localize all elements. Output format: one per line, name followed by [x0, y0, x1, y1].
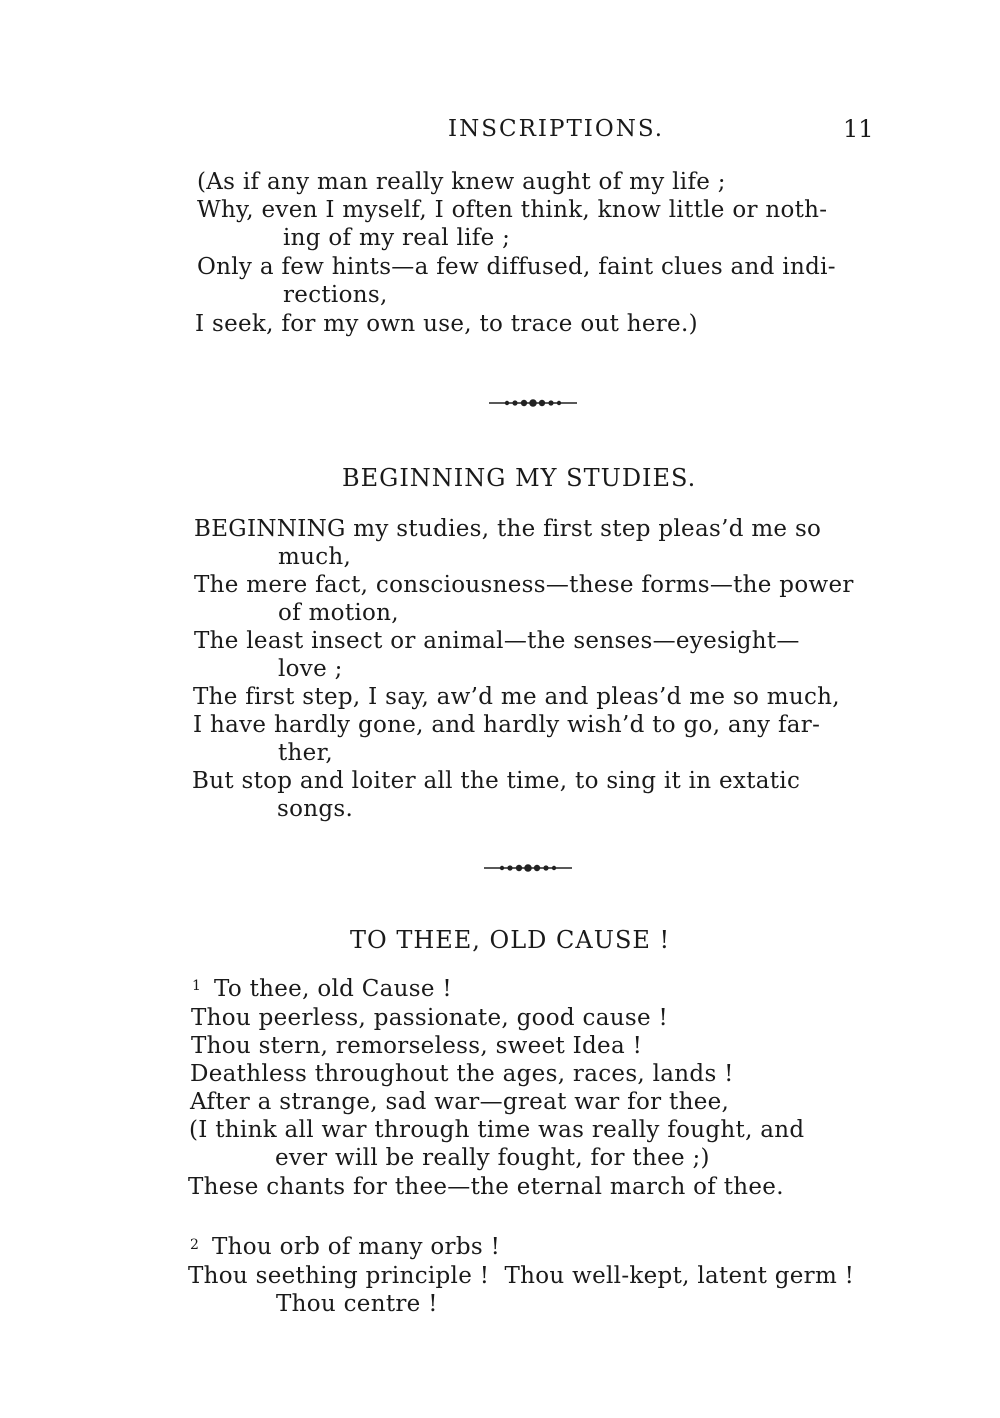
poem-line: To thee, old Cause ! [214, 976, 452, 1002]
stanza-number: 1 [192, 978, 201, 994]
poem-line-indent: songs. [277, 796, 354, 822]
poem-line-indent: Thou centre ! [276, 1291, 438, 1317]
poem-line: Only a few hints—a few diffused, faint clues and indi- [197, 254, 836, 280]
poem-line: Thou peerless, passionate, good cause ! [191, 1005, 669, 1031]
section-title-beginning-my-studies: BEGINNING MY STUDIES. [342, 464, 697, 492]
poem-line-indent: ever will be really fought, for thee ;) [275, 1145, 710, 1171]
poem-line: After a strange, sad war—great war for thee, [190, 1089, 730, 1115]
poem-line: (I think all war through time was really fought, and [189, 1117, 805, 1143]
poem-line: Deathless throughout the ages, races, lands ! [190, 1061, 734, 1087]
poem-line: Thou orb of many orbs ! [212, 1234, 501, 1260]
poem-line: The first step, I say, aw’d me and pleas’d me so much, [193, 684, 840, 710]
poem-line: BEGINNING my studies, the first step pleas’d me so [194, 516, 822, 542]
poem-line: Thou seething principle ! Thou well-kept, latent germ ! [188, 1263, 855, 1289]
poem-line: I have hardly gone, and hardly wish’d to go, any far- [193, 712, 821, 738]
poem-line-indent: ing of my real life ; [283, 225, 511, 251]
stanza-number: 2 [190, 1237, 199, 1253]
poem-line-indent: much, [278, 544, 352, 570]
poem-line-indent: of motion, [278, 600, 399, 626]
poem-line: Why, even I myself, I often think, know little or noth- [197, 197, 828, 223]
page-number: 11 [843, 115, 874, 143]
poem-line: Thou stern, remorseless, sweet Idea ! [191, 1033, 643, 1059]
poem-line: (As if any man really knew aught of my life ; [197, 169, 726, 195]
ornament-divider [487, 396, 579, 410]
poem-line-indent: love ; [278, 656, 343, 682]
poem-line-indent: rections, [283, 282, 388, 308]
poem-line: But stop and loiter all the time, to sing it in extatic [192, 768, 801, 794]
poem-line-indent: ther, [278, 740, 333, 766]
section-title-to-thee-old-cause: TO THEE, OLD CAUSE ! [350, 926, 671, 954]
running-header-title: INSCRIPTIONS. [448, 116, 665, 142]
poem-line: The least insect or animal—the senses—eyesight— [194, 628, 800, 654]
poem-line: I seek, for my own use, to trace out here.) [195, 311, 698, 337]
ornament-divider [482, 861, 574, 875]
poem-line: The mere fact, consciousness—these forms—the power [194, 572, 854, 598]
poem-line: These chants for thee—the eternal march of thee. [188, 1174, 784, 1200]
